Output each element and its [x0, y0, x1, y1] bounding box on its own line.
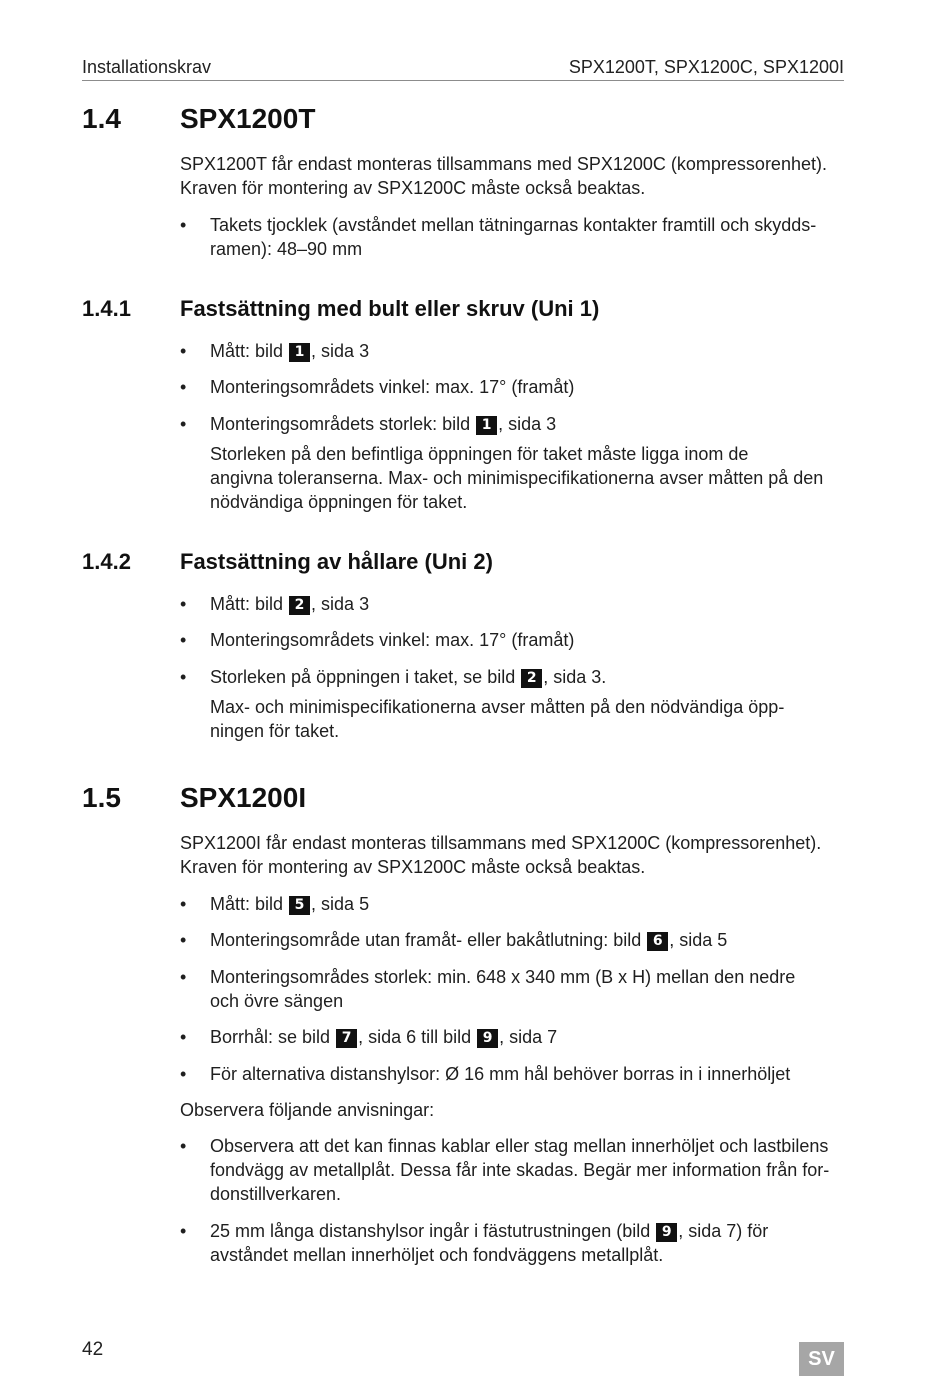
figure-ref-badge: 2 [289, 596, 310, 615]
bullet-marker: • [180, 667, 187, 687]
figure-ref-badge: 9 [656, 1223, 677, 1242]
header-models: SPX1200T, SPX1200C, SPX1200I [568, 57, 844, 77]
bullet-marker: • [180, 215, 187, 235]
section-number-1-4-2: 1.4.2 [82, 549, 131, 574]
observe-label: Observera följande anvisningar: [180, 1100, 435, 1120]
figure-ref-badge: 2 [521, 669, 542, 688]
figure-ref-badge: 1 [289, 343, 310, 362]
section-1-4-1-note: Storleken på den befintliga öppningen för taket måste ligga inom de angivna toleranserna. Max- och minimispecifikationerna avser måtten på den nödvändiga öppningen för taket. [210, 444, 824, 512]
section-1-4-intro: SPX1200T får endast monteras tillsammans med SPX1200C (kompressorenhet). Kraven för montering av SPX1200C måste också beaktas. [180, 154, 827, 198]
section-number-1-5: 1.5 [82, 782, 121, 813]
bullet-marker: • [180, 1136, 187, 1156]
language-badge: SV [799, 1342, 844, 1376]
running-header [82, 55, 844, 81]
bullet-marker: • [180, 1221, 187, 1241]
section-title-1-4-2: Fastsättning av hållare (Uni 2) [180, 549, 493, 574]
section-title-1-4: SPX1200T [180, 103, 316, 134]
figure-ref-badge: 7 [336, 1029, 357, 1048]
section-title-1-4-1: Fastsättning med bult eller skruv (Uni 1) [180, 296, 600, 321]
section-title-1-5: SPX1200I [180, 782, 307, 813]
section-number-1-4-1: 1.4.1 [82, 296, 131, 321]
bullet-marker: • [180, 894, 187, 914]
header-chapter: Installationskrav [82, 57, 212, 77]
bullet-marker: • [180, 1064, 187, 1084]
bullet-marker: • [180, 1027, 187, 1047]
figure-ref-badge: 6 [647, 932, 668, 951]
bullet-marker: • [180, 341, 187, 361]
section-number-1-4: 1.4 [82, 103, 121, 134]
figure-ref-badge: 9 [477, 1029, 498, 1048]
bullet-marker: • [180, 414, 187, 434]
bullet-marker: • [180, 377, 187, 397]
bullet-marker: • [180, 967, 187, 987]
bullet-marker: • [180, 594, 187, 614]
figure-ref-badge: 1 [476, 416, 497, 435]
bullet-marker: • [180, 630, 187, 650]
section-1-4-2-note: Max- och minimispecifikationerna avser måtten på den nödvändiga öpp- ningen för taket. [210, 697, 785, 741]
figure-ref-badge: 5 [289, 896, 310, 915]
page-number: 42 [82, 1339, 104, 1360]
section-1-5-intro: SPX1200I får endast monteras tillsammans med SPX1200C (kompressorenhet). Kraven för montering av SPX1200C måste också beaktas. [180, 833, 822, 877]
bullet-marker: • [180, 930, 187, 950]
